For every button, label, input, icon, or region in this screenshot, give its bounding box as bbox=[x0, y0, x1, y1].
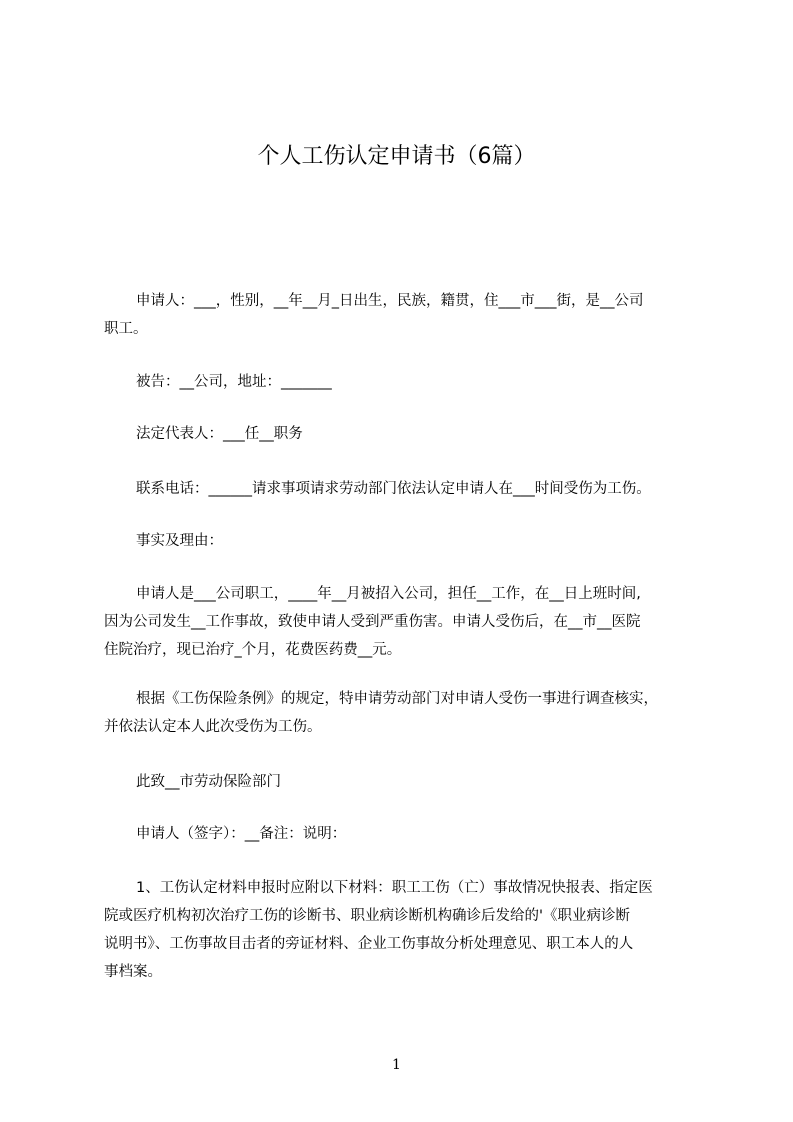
facts-heading: 事实及理由： bbox=[136, 533, 223, 549]
legal-representative-paragraph: 法定代表人：___任__职务 bbox=[136, 426, 303, 442]
note-1-line-1: 1、工伤认定材料申报时应附以下材料：职工工伤（亡）事故情况快报表、指定医 bbox=[136, 880, 653, 896]
document-title: 个人工伤认定申请书（6篇） bbox=[257, 144, 536, 169]
facts-line-3: 住院治疗，现已治疗_个月，花费医药费__元。 bbox=[104, 642, 402, 658]
regulation-paragraph bbox=[104, 685, 704, 741]
note-1-paragraph bbox=[104, 874, 704, 986]
defendant-paragraph: 被告：__公司，地址：_______ bbox=[136, 374, 332, 390]
applicant-paragraph bbox=[104, 287, 704, 343]
note-1-line-2: 院或医疗机构初次治疗工伤的诊断书、职业病诊断机构确诊后发给的'《职业病诊断 bbox=[104, 908, 630, 924]
phone-paragraph: 联系电话：______请求事项请求劳动部门依法认定申请人在___时间受伤为工伤。 bbox=[136, 481, 651, 497]
applicant-line-2: 职工。 bbox=[104, 321, 148, 337]
note-1-line-4: 事档案。 bbox=[104, 964, 162, 980]
regulation-line-2: 并依法认定本人此次受伤为工伤。 bbox=[104, 719, 322, 735]
signature-paragraph: 申请人（签字）：__备注：说明： bbox=[136, 826, 347, 842]
page-number: 1 bbox=[392, 1057, 401, 1073]
regulation-line-1: 根据《工伤保险条例》的规定，特申请劳动部门对申请人受伤一事进行调查核实， bbox=[136, 691, 658, 707]
facts-line-1: 申请人是___公司职工，____年__月被招入公司，担任__工作，在__日上班时间, bbox=[136, 586, 641, 602]
facts-line-2: 因为公司发生__工作事故，致使申请人受到严重伤害。申请人受伤后，在__市__医院 bbox=[104, 614, 641, 630]
note-1-line-3: 说明书》、工伤事故目击者的旁证材料、企业工伤事故分析处理意见、职工本人的人 bbox=[104, 936, 634, 952]
addressee-paragraph: 此致__市劳动保险部门 bbox=[136, 774, 281, 790]
facts-paragraph bbox=[104, 580, 704, 664]
applicant-line-1: 申请人：___，性别，__年__月_日出生，民族，籍贯，住___市___街，是__公司 bbox=[136, 293, 644, 309]
